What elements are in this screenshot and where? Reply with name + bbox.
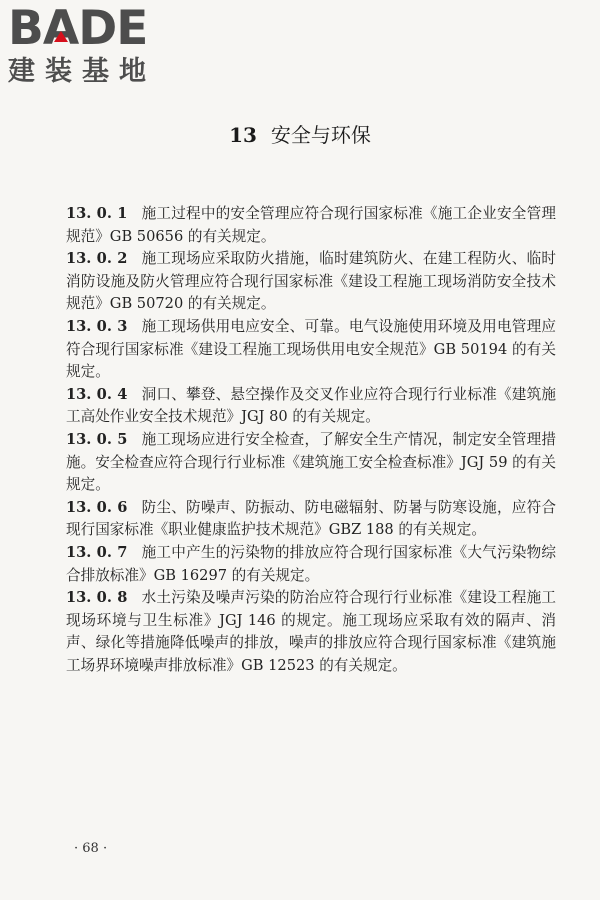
- logo-wordmark: [8, 1, 178, 56]
- clause-text: 施工现场应进行安全检查，了解安全生产情况，制定安全管理措施。安全检查应符合现行行业标准《建筑施工安全检查标准》JGJ 59 的有关规定。: [66, 430, 556, 494]
- clause-number: 13. 0. 7: [66, 543, 128, 561]
- clause-text: 水土污染及噪声污染的防治应符合现行行业标准《建设工程施工现场环境与卫生标准》JGJ 146 的规定。施工现场应采取有效的隔声、消声、绿化等措施降低噪声的排放，噪声的排放应符合现行国家标准《建筑施工场界环境噪声排放标准》GB 12523 的有关规定。: [66, 589, 556, 674]
- logo-tagline: 建装基地: [8, 56, 156, 87]
- clause-number: 13. 0. 1: [66, 205, 128, 222]
- logo-letter-b: B: [8, 1, 43, 56]
- clause-text: 施工过程中的安全管理应符合现行国家标准《施工企业安全管理规范》GB 50656 的有关规定。: [66, 205, 556, 245]
- logo-letter-a: A: [42, 1, 79, 56]
- logo-red-triangle-icon: [54, 31, 68, 42]
- clause-13-0-1: [66, 203, 556, 248]
- logo-letters-de: DE: [78, 1, 148, 56]
- logo: [8, 1, 178, 88]
- clause-number: 13. 0. 2: [66, 250, 128, 268]
- clause-number: 13. 0. 4: [66, 385, 128, 403]
- clause-text: 洞口、攀登、悬空操作及交叉作业应符合现行行业标准《建筑施工高处作业安全技术规范》JGJ 80 的有关规定。: [66, 385, 556, 426]
- clause-13-0-8: [66, 587, 556, 677]
- clause-number: 13. 0. 3: [66, 317, 128, 335]
- clause-text: 施工现场应采取防火措施，临时建筑防火、在建工程防火、临时消防设施及防火管理应符合现行国家标准《建设工程施工现场消防安全技术规范》GB 50720 的有关规定。: [66, 250, 556, 313]
- section-title: 安全与环保: [270, 123, 371, 147]
- clause-text: 防尘、防噪声、防振动、防电磁辐射、防暑与防寒设施，应符合现行国家标准《职业健康监护技术规范》GBZ 188 的有关规定。: [66, 498, 556, 539]
- clause-13-0-4: [66, 384, 556, 429]
- clause-number: 13. 0. 8: [66, 589, 128, 607]
- clause-number: 13. 0. 5: [66, 430, 128, 448]
- clause-13-0-2: [66, 248, 556, 316]
- section-number: 13: [229, 123, 257, 147]
- clause-13-0-6: [66, 497, 556, 542]
- clause-text: 施工中产生的污染物的排放应符合现行国家标准《大气污染物综合排放标准》GB 16297 的有关规定。: [66, 543, 556, 584]
- section-heading: [0, 122, 600, 148]
- clause-13-0-3: [66, 316, 556, 384]
- page-number: · 68 ·: [74, 841, 108, 856]
- clause-list: [66, 203, 556, 677]
- clause-number: 13. 0. 6: [66, 498, 128, 516]
- clause-13-0-7: [66, 542, 556, 587]
- clause-13-0-5: [66, 429, 556, 497]
- clause-text: 施工现场供用电应安全、可靠。电气设施使用环境及用电管理应符合现行国家标准《建设工程施工现场供用电安全规范》GB 50194 的有关规定。: [66, 317, 556, 381]
